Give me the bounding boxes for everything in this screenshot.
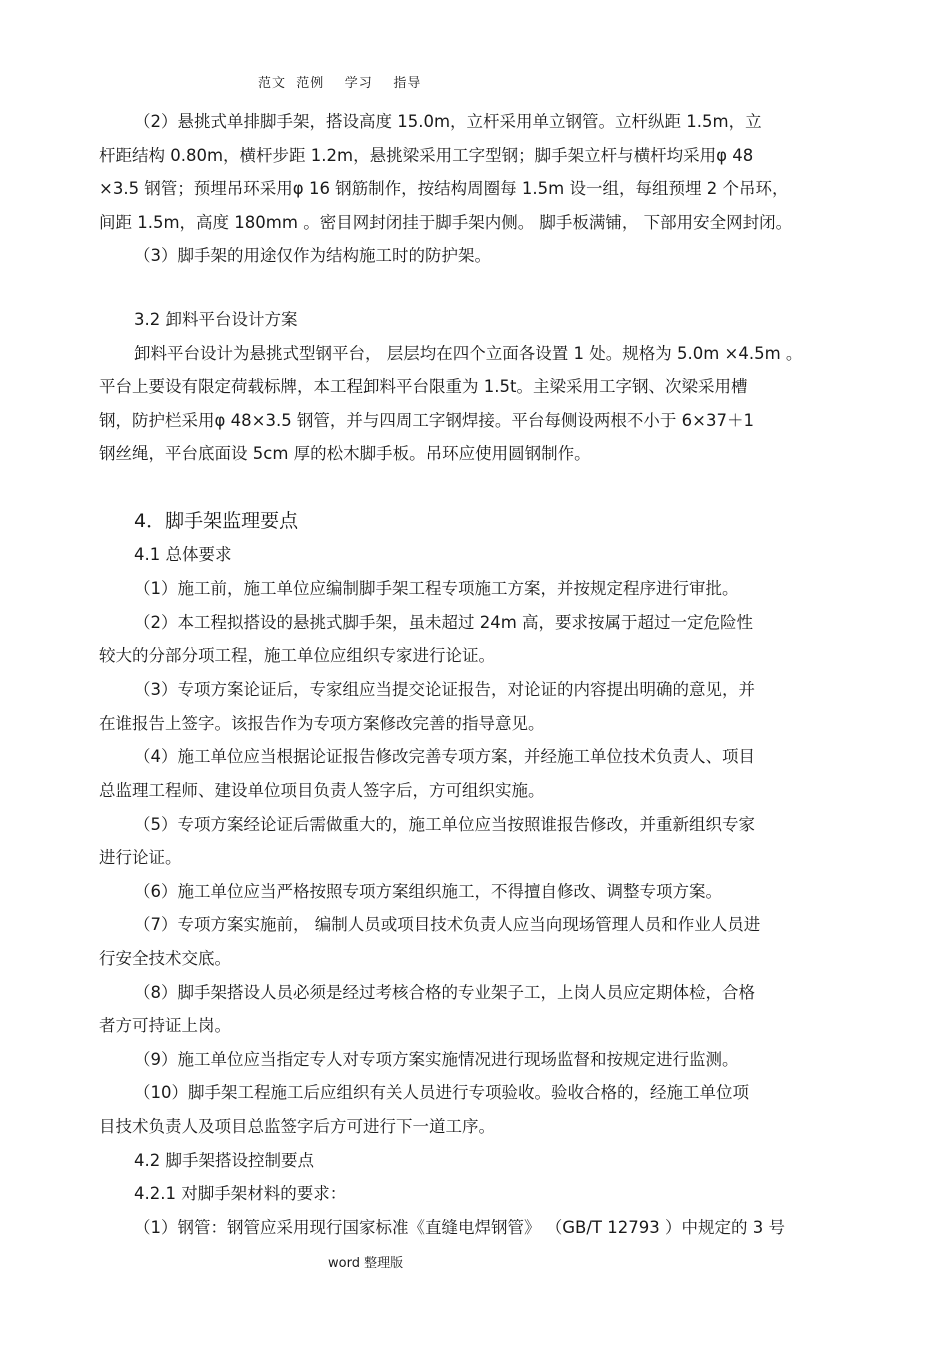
section-heading: 4．脚手架监理要点 [134, 510, 299, 532]
subsection-title: 3.2 卸料平台设计方案 [134, 310, 298, 329]
list-item: （6）施工单位应当严格按照专项方案组织施工，不得擅自修改、调整专项方案。 [134, 882, 722, 901]
list-item: （9）施工单位应当指定专人对专项方案实施情况进行现场监督和按规定进行监测。 [134, 1050, 739, 1069]
text-line: ×3.5 钢管；预埋吊环采用φ 16 钢筋制作，按结构周圈每 1.5m 设一组，每组预埋 2 个吊环， [99, 179, 789, 198]
text-line: 卸料平台设计为悬挑式型钢平台， 层层均在四个立面各设置 1 处。规格为 5.0m ×4.5m 。 [134, 344, 803, 363]
list-item-cont: 在谁报告上签字。该报告作为专项方案修改完善的指导意见。 [99, 714, 545, 733]
list-item-cont: 总监理工程师、建设单位项目负责人签字后，方可组织实施。 [99, 781, 545, 800]
text-line: （2）悬挑式单排脚手架，搭设高度 15.0m，立杆采用单立钢管。立杆纵距 1.5m，立 [134, 112, 762, 131]
list-item: （4）施工单位应当根据论证报告修改完善专项方案，并经施工单位技术负责人、项目 [134, 747, 755, 766]
list-item: （3）专项方案论证后，专家组应当提交论证报告，对论证的内容提出明确的意见，并 [134, 680, 755, 699]
text-line: 平台上要设有限定荷载标牌，本工程卸料平台限重为 1.5t。主梁采用工字钢、次梁采用槽 [99, 377, 748, 396]
subsection-title: 4.1 总体要求 [134, 545, 232, 564]
list-item: （5）专项方案经论证后需做重大的，施工单位应当按照谁报告修改，并重新组织专家 [134, 815, 755, 834]
page-footer: word 整理版 [328, 1256, 404, 1271]
subsection-title: 4.2.1 对脚手架材料的要求： [134, 1184, 347, 1203]
list-item: （8）脚手架搭设人员必须是经过考核合格的专业架子工，上岗人员应定期体检，合格 [134, 983, 755, 1002]
list-item-cont: 者方可持证上岗。 [99, 1016, 231, 1035]
list-item: （2）本工程拟搭设的悬挑式脚手架，虽未超过 24m 高，要求按属于超过一定危险性 [134, 613, 754, 632]
list-item: （1）施工前，施工单位应编制脚手架工程专项施工方案，并按规定程序进行审批。 [134, 579, 739, 598]
list-item: （10）脚手架工程施工后应组织有关人员进行专项验收。验收合格的，经施工单位项 [134, 1083, 749, 1102]
page-header: 范文 范例 学习 指导 [258, 76, 422, 91]
subsection-title: 4.2 脚手架搭设控制要点 [134, 1151, 314, 1170]
list-item-cont: 行安全技术交底。 [99, 949, 231, 968]
text-line: 钢，防护栏采用φ 48×3.5 钢管，并与四周工字钢焊接。平台每侧设两根不小于 6×37＋1 [99, 411, 754, 430]
text-line: 杆距结构 0.80m，横杆步距 1.2m，悬挑梁采用工字型钢；脚手架立杆与横杆均采用φ 48 [99, 146, 754, 165]
list-item: （7）专项方案实施前， 编制人员或项目技术负责人应当向现场管理人员和作业人员进 [134, 915, 761, 934]
text-line: 间距 1.5m，高度 180mm 。密目网封闭挂于脚手架内侧。 脚手板满铺， 下部用安全网封闭。 [99, 213, 793, 232]
list-item-cont: 进行论证。 [99, 848, 182, 867]
list-item-cont: 较大的分部分项工程，施工单位应组织专家进行论证。 [99, 646, 495, 665]
text-line: 钢丝绳，平台底面设 5cm 厚的松木脚手板。吊环应使用圆钢制作。 [99, 444, 591, 463]
text-line: （1）钢管：钢管应采用现行国家标准《直缝电焊钢管》 （GB/T 12793 ）中规定的 3 号 [134, 1218, 785, 1237]
text-line: （3）脚手架的用途仅作为结构施工时的防护架。 [134, 246, 491, 265]
list-item-cont: 目技术负责人及项目总监签字后方可进行下一道工序。 [99, 1117, 495, 1136]
